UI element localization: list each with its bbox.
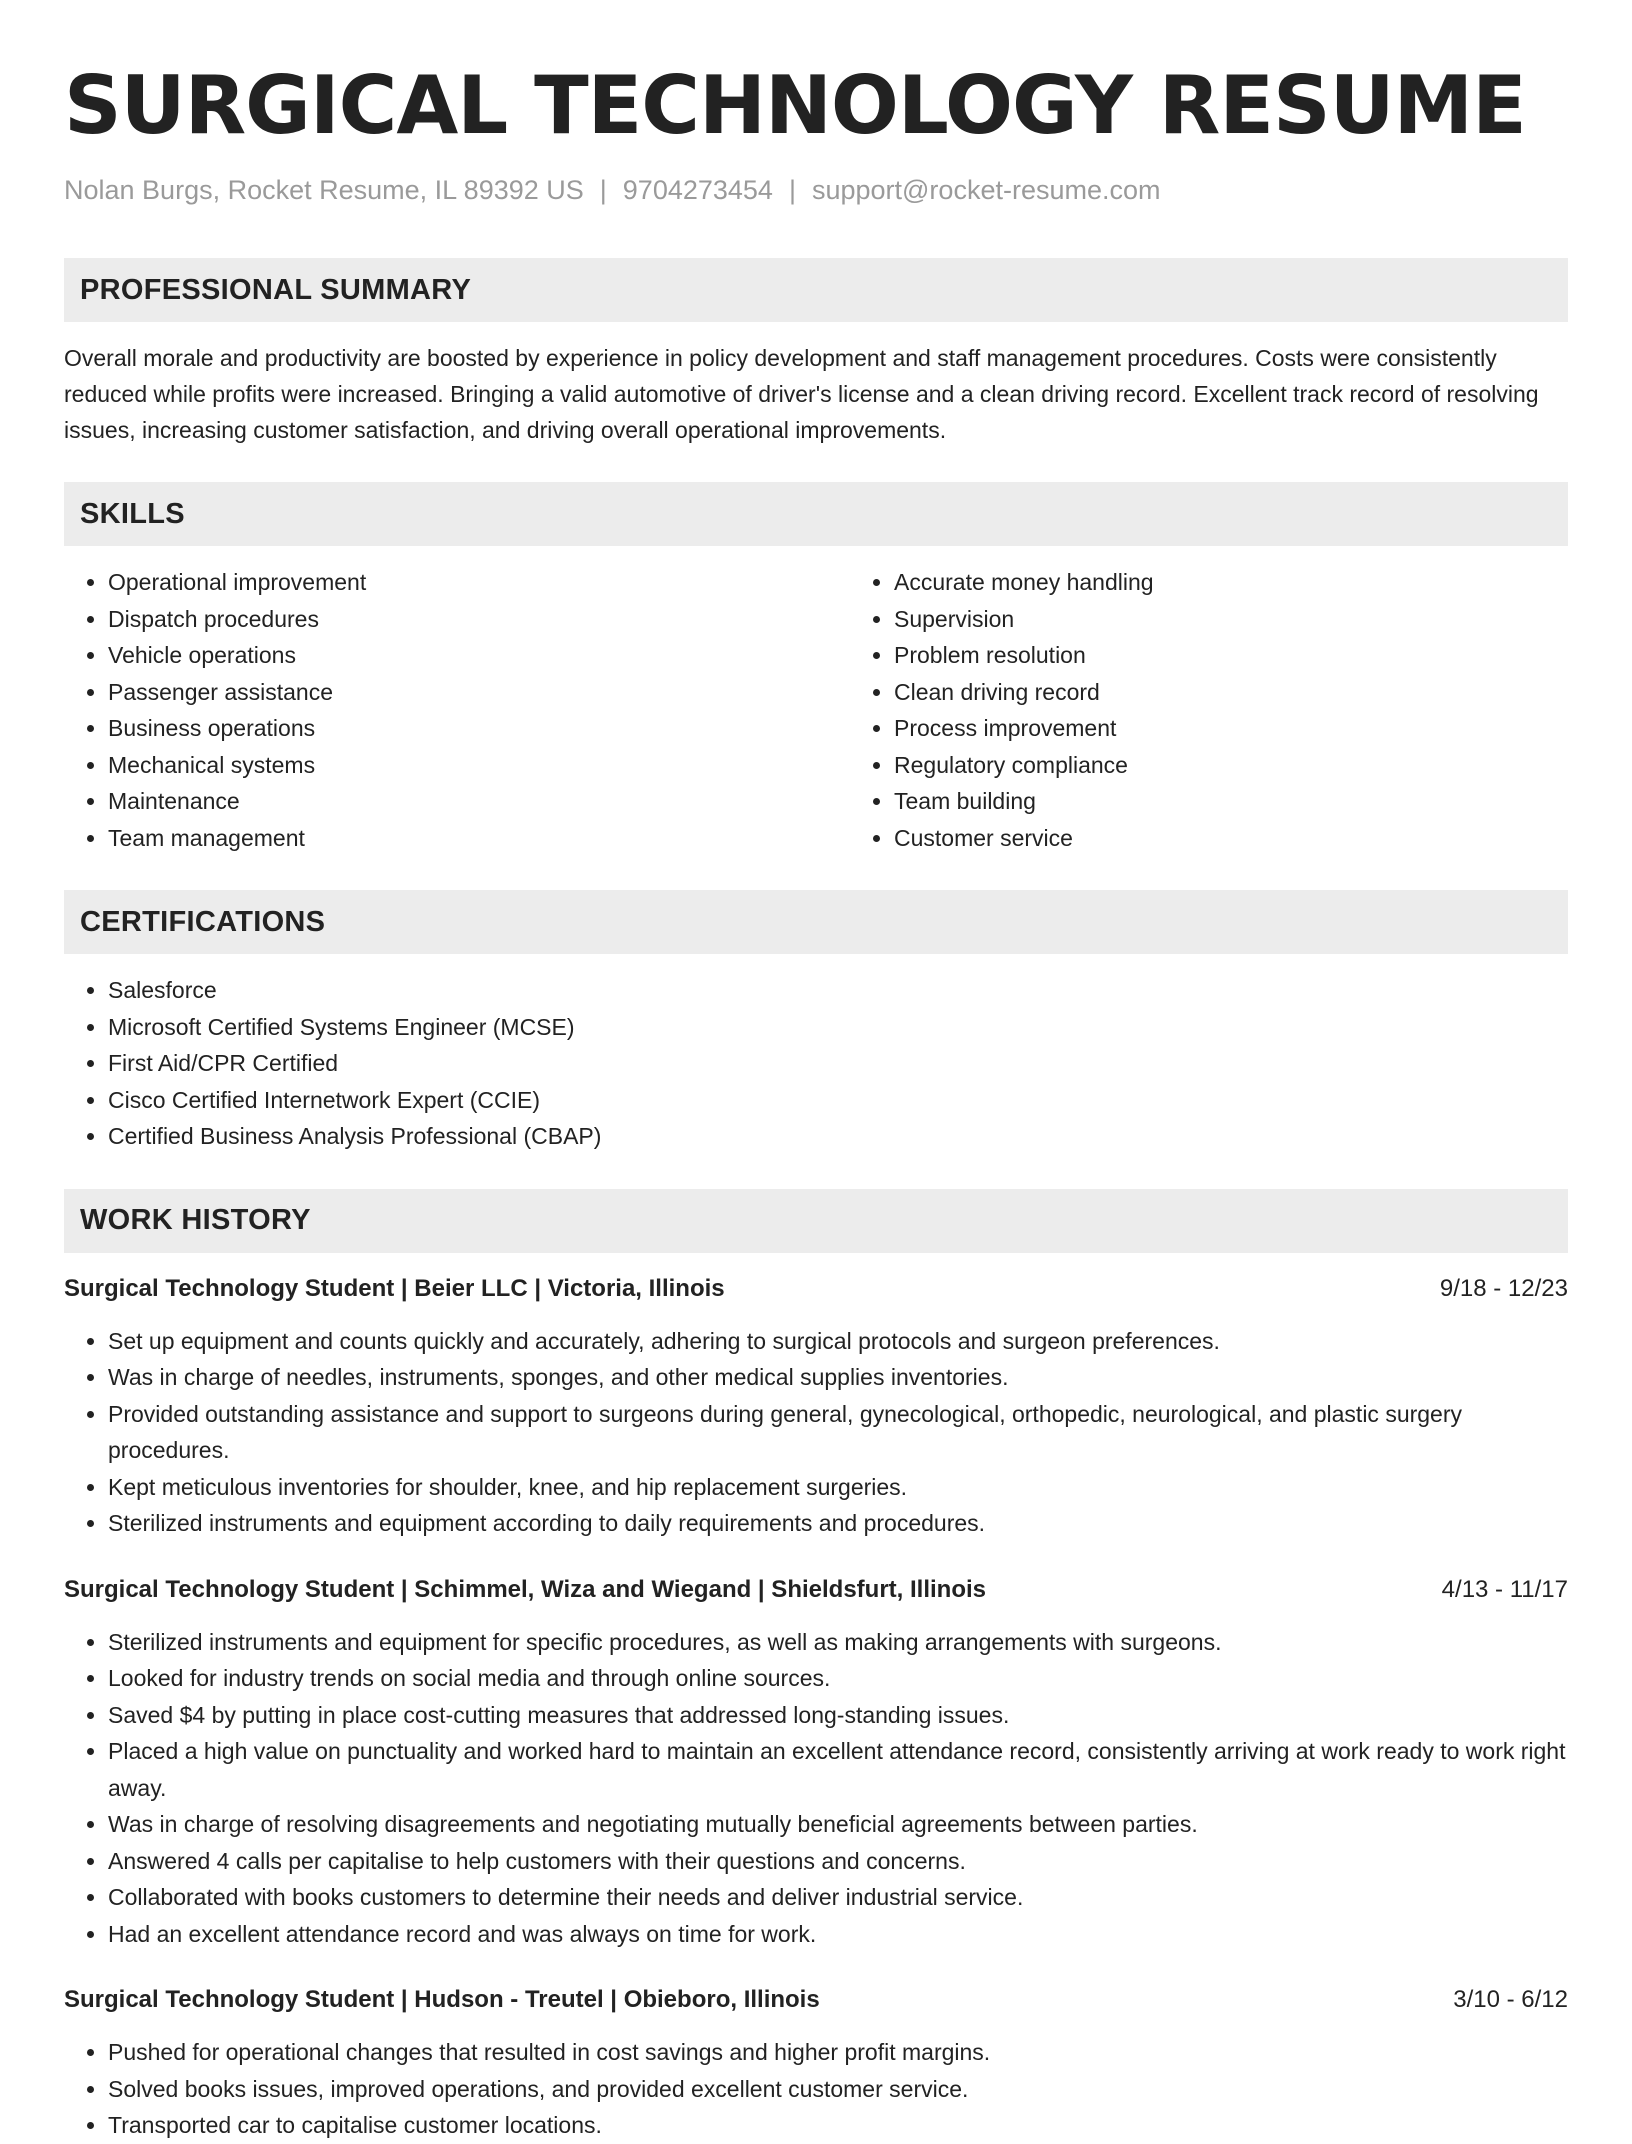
contact-email[interactable]: support@rocket-resume.com: [811, 175, 1161, 205]
contact-line: [64, 174, 1568, 206]
skills-heading: SKILLS: [80, 497, 185, 530]
skills-section-header: [64, 482, 1568, 546]
job-bullet: • Answered 4 calls per capitalise to help customers with their questions and concerns.: [108, 1843, 1568, 1880]
certifications-heading: CERTIFICATIONS: [80, 905, 326, 938]
job-bullet: • Sterilized instruments and equipment for specific procedures, as well as making arrangements with surgeons.: [108, 1624, 1568, 1661]
certification-item: • Cisco Certified Internetwork Expert (CCIE): [108, 1082, 1568, 1119]
job-bullets: [64, 1323, 1568, 1542]
job-entry: [64, 1271, 1568, 1542]
job-bullet: • Collaborated with books customers to determine their needs and deliver industrial service.: [108, 1879, 1568, 1916]
contact-address: Nolan Burgs, Rocket Resume, IL 89392 US: [64, 175, 584, 205]
skill-item: • Maintenance: [108, 783, 850, 820]
certification-item: • Salesforce: [108, 972, 1568, 1009]
resume-title: SURGICAL TECHNOLOGY RESUME: [64, 59, 1526, 152]
job-header: [64, 1572, 1568, 1608]
summary-section-header: [64, 258, 1568, 322]
job-bullet: • Kept meticulous inventories for shoulder, knee, and hip replacement surgeries.: [108, 1469, 1568, 1506]
job-bullet: • Looked for industry trends on social media and through online sources.: [108, 1660, 1568, 1697]
skill-item: • Customer service: [894, 820, 1632, 857]
summary-text: Overall morale and productivity are boosted by experience in policy development and staff management procedures. Costs were consistently reduced while profits were increased. Bringing a valid automotive of driver's license and a clean driving record. Excellent track record of resolving issues, increasing customer satisfaction, and driving overall operational improvements.: [64, 345, 1539, 443]
job-bullets: [64, 1624, 1568, 1953]
job-bullet: • Pushed for operational changes that resulted in cost savings and higher profit margins.: [108, 2034, 1568, 2071]
job-header: [64, 1271, 1568, 1307]
skill-item: • Accurate money handling: [894, 564, 1632, 601]
job-title: Surgical Technology Student | Beier LLC | Victoria, Illinois: [64, 1274, 725, 1302]
job-bullet: • Transported car to capitalise customer locations.: [108, 2107, 1568, 2144]
certifications-section-header: [64, 890, 1568, 954]
skill-item: • Clean driving record: [894, 674, 1632, 711]
skill-item: • Team management: [108, 820, 850, 857]
job-bullet: • Was in charge of resolving disagreements and negotiating mutually beneficial agreements between parties.: [108, 1806, 1568, 1843]
resume-page: [64, 0, 1568, 2144]
skill-item: • Mechanical systems: [108, 747, 850, 784]
skills-list-right: [850, 564, 1632, 856]
skill-item: • Vehicle operations: [108, 637, 850, 674]
certification-item: • First Aid/CPR Certified: [108, 1045, 1568, 1082]
contact-separator: |: [599, 175, 607, 205]
job-dates: 9/18 - 12/23: [1439, 1274, 1568, 1302]
job-bullet: • Placed a high value on punctuality and worked hard to maintain an excellent attendance record, consistently arriving at work ready to work right away.: [108, 1733, 1568, 1806]
job-bullets: [64, 2034, 1568, 2144]
job-bullet: • Sterilized instruments and equipment according to daily requirements and procedures.: [108, 1505, 1568, 1542]
skill-item: • Problem resolution: [894, 637, 1632, 674]
job-title: Surgical Technology Student | Hudson - Treutel | Obieboro, Illinois: [64, 1986, 820, 2013]
job-bullet: • Saved $4 by putting in place cost-cutting measures that addressed long-standing issues.: [108, 1697, 1568, 1734]
job-bullet: • Solved books issues, improved operations, and provided excellent customer service.: [108, 2071, 1568, 2108]
job-dates: 3/10 - 6/12: [1453, 1986, 1568, 2013]
skill-item: • Process improvement: [894, 710, 1632, 747]
skill-item: • Business operations: [108, 710, 850, 747]
skill-item: • Regulatory compliance: [894, 747, 1632, 784]
certifications-list: [64, 972, 1568, 1155]
job-bullet: • Had an excellent attendance record and was always on time for work.: [108, 1916, 1568, 1953]
skill-item: • Supervision: [894, 601, 1632, 638]
skill-item: • Team building: [894, 783, 1632, 820]
job-bullet: • Provided outstanding assistance and support to surgeons during general, gynecological, orthopedic, neurological, and plastic surgery procedures.: [108, 1396, 1568, 1469]
skills-list-left: [64, 564, 850, 856]
work-history-section-header: [64, 1189, 1568, 1253]
job-header: [64, 1982, 1568, 2018]
job-title: Surgical Technology Student | Schimmel, Wiza and Wiegand | Shieldsfurt, Illinois: [64, 1575, 986, 1603]
job-bullet: • Set up equipment and counts quickly and accurately, adhering to surgical protocols and surgeon preferences.: [108, 1323, 1568, 1360]
skills-grid: [64, 546, 1568, 856]
skill-item: • Passenger assistance: [108, 674, 850, 711]
skill-item: • Dispatch procedures: [108, 601, 850, 638]
job-entry: [64, 1572, 1568, 1953]
certification-item: • Certified Business Analysis Professional (CBAP): [108, 1118, 1568, 1155]
contact-separator: |: [788, 175, 796, 205]
summary-heading: PROFESSIONAL SUMMARY: [80, 273, 472, 306]
work-history-heading: WORK HISTORY: [80, 1204, 311, 1236]
job-bullet: • Was in charge of needles, instruments, sponges, and other medical supplies inventories.: [108, 1359, 1568, 1396]
certification-item: • Microsoft Certified Systems Engineer (MCSE): [108, 1009, 1568, 1046]
job-dates: 4/13 - 11/17: [1441, 1575, 1568, 1603]
contact-phone: 9704273454: [622, 175, 773, 205]
job-entry: [64, 1982, 1568, 2144]
skill-item: • Operational improvement: [108, 564, 850, 601]
